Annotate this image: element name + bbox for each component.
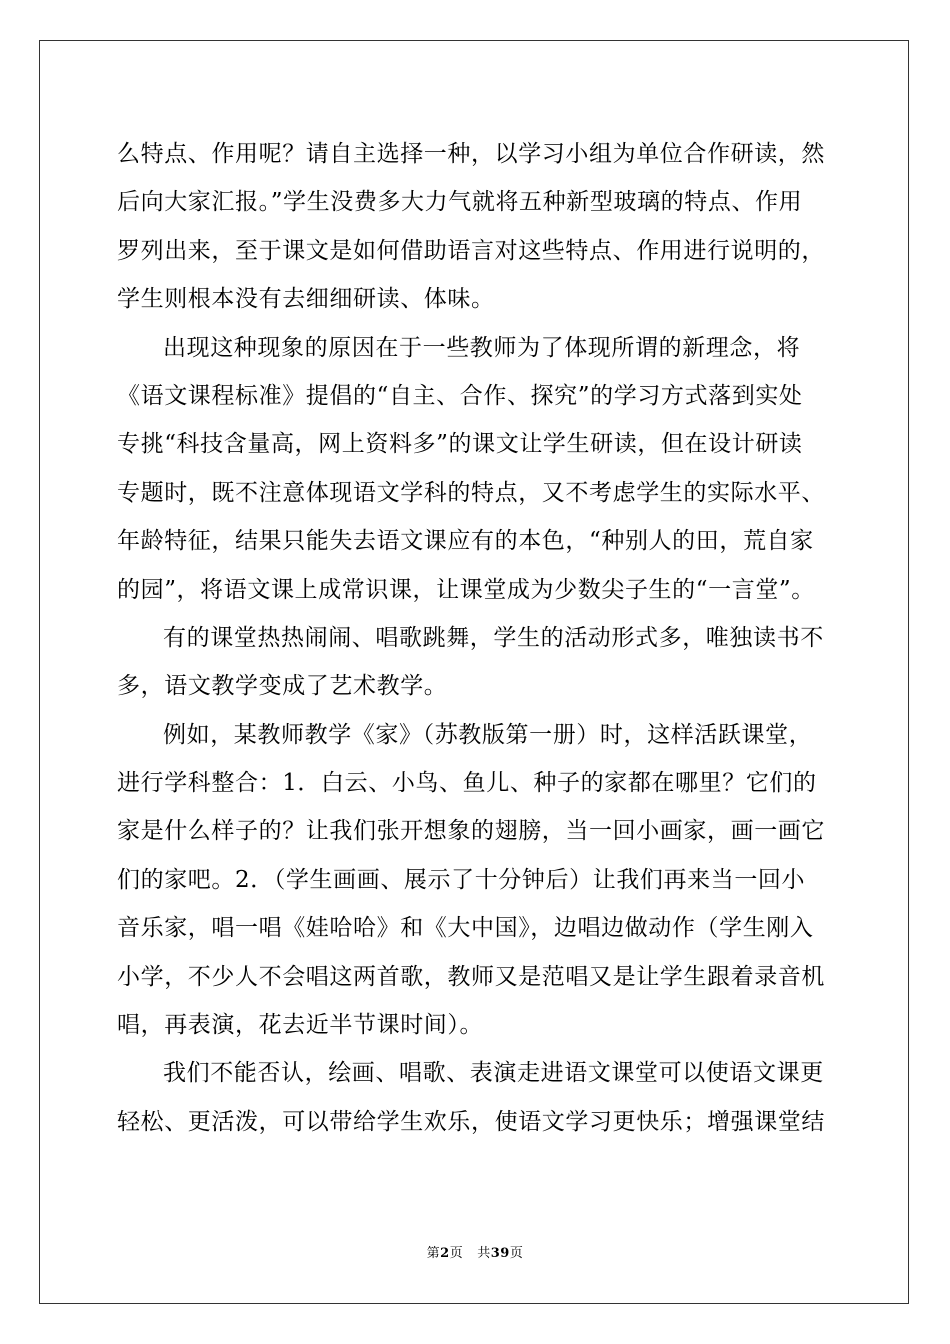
text-line: 进行学科整合：1．白云、小鸟、鱼儿、种子的家都在哪里？它们的 [117,770,817,797]
text-line: 么特点、作用呢？请自主选择一种，以学习小组为单位合作研读，然 [117,141,825,167]
text-line: 唱，再表演，花去近半节课时间）。 [117,1012,484,1039]
text-line: 有的课堂热热闹闹、唱歌跳舞，学生的活动形式多，唯独读书不 [163,624,824,651]
page-number: 2 [440,1246,450,1261]
text-line: 轻松、更活泼，可以带给学生欢乐，使语文学习更快乐；增强课堂结 [117,1108,825,1135]
page-prefix: 第 [426,1246,441,1261]
text-line: 出现这种现象的原因在于一些教师为了体现所谓的新理念，将 [163,334,801,361]
text-line: 后向大家汇报。”学生没费多大力气就将五种新型玻璃的特点、作用 [117,189,803,216]
document-body [117,130,837,1146]
text-line: 专挑“科技含量高，网上资料多”的课文让学生研读，但在设计研读 [117,431,803,458]
page-suffix: 页 [449,1246,464,1261]
text-line: 音乐家，唱一唱《娃哈哈》和《大中国》，边唱边做动作（学生刚入 [117,915,814,942]
total-suffix: 页 [509,1246,524,1261]
text-line: 的园”，将语文课上成常识课，让课堂成为少数尖子生的“一言堂”。 [117,576,815,603]
text-line: 多，语文教学变成了艺术教学。 [117,673,448,700]
text-line: 专题时，既不注意体现语文学科的特点，又不考虑学生的实际水平、 [117,479,825,506]
page-footer [0,1246,950,1262]
text-line: 罗列出来，至于课文是如何借助语言对这些特点、作用进行说明的， [117,237,825,264]
total-prefix: 共 [477,1246,491,1261]
text-line: 们的家吧。2．（学生画画、展示了十分钟后）让我们再来当一回小 [117,866,806,893]
total-pages: 39 [490,1246,510,1261]
text-line: 我们不能否认，绘画、唱歌、表演走进语文课堂可以使语文课更 [163,1060,824,1087]
text-line: 学生则根本没有去细细研读、体味。 [117,286,495,313]
text-line: 例如，某教师教学《家》（苏教版第一册）时，这样活跃课堂， [163,721,813,748]
text-line: 家是什么样子的？让我们张开想象的翅膀，当一回小画家，画一画它 [117,818,825,845]
text-line: 年龄特征，结果只能失去语文课应有的本色，“种别人的田，荒自家 [117,528,814,555]
text-line: 《语文课程标准》提倡的“自主、合作、探究”的学习方式落到实处 [117,382,803,409]
text-line: 小学，不少人不会唱这两首歌，教师又是范唱又是让学生跟着录音机 [117,963,825,990]
